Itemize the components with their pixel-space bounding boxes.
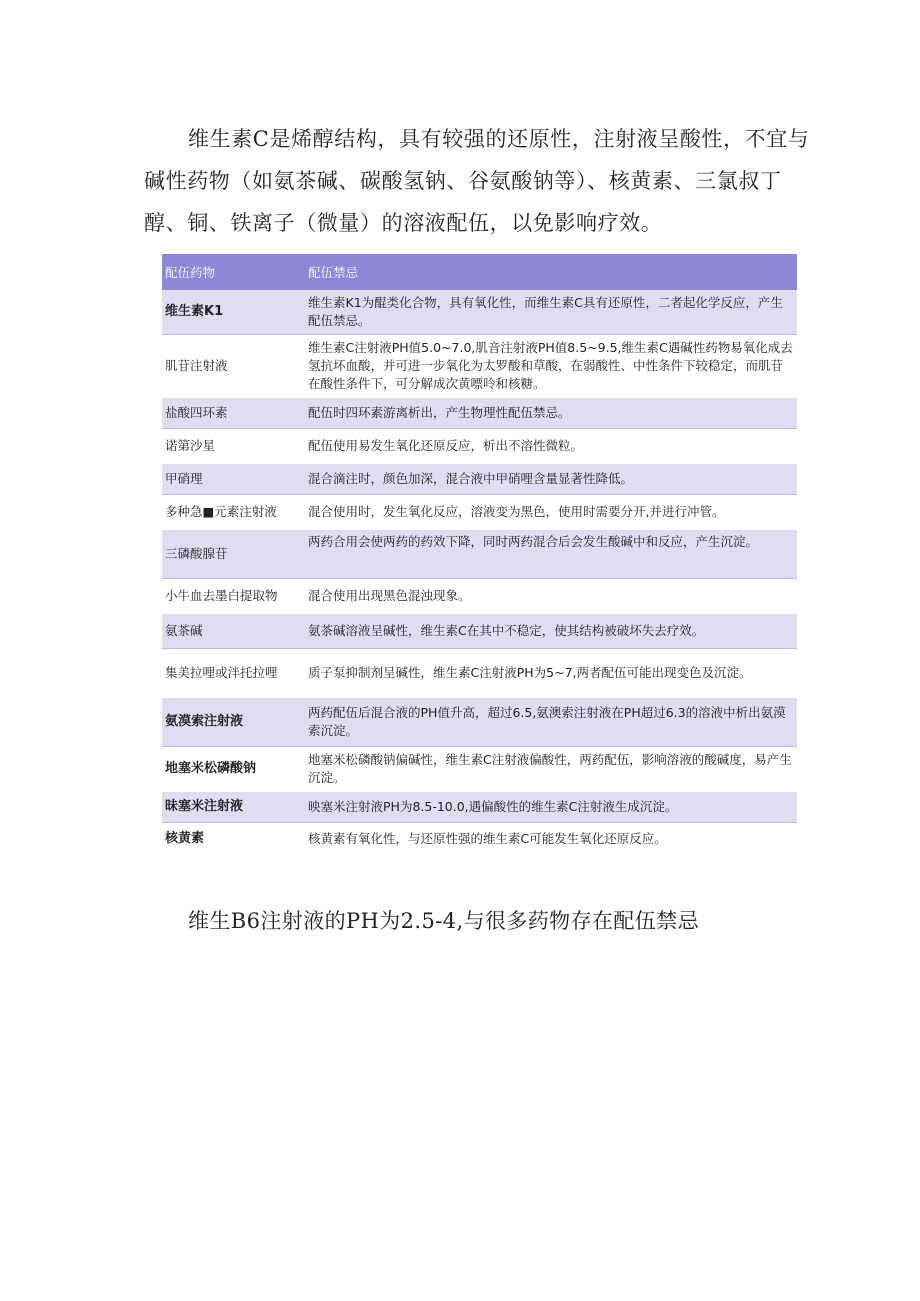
table-row [162, 578, 797, 614]
table-row [162, 290, 797, 334]
table-row [162, 398, 797, 428]
header-contraindication: 配伍禁忌 [305, 254, 797, 290]
drug-name: 多种急■元素注射液 [162, 494, 305, 530]
table-row [162, 792, 797, 822]
contraindication-note: 两药合用会使两药的药效下降，同时两药混合后会发生酸碱中和反应，产生沉淀。 [305, 530, 797, 578]
contraindication-note: 映塞米注射液PH为8.5-10.0,遇偏酸性的维生素C注射液生成沉淀。 [305, 792, 797, 822]
contraindication-note: 混合使用出现黑色混浊现象。 [305, 578, 797, 614]
table-row [162, 648, 797, 698]
drug-name: 氨茶碱 [162, 614, 305, 648]
drug-name: 甲硝理 [162, 464, 305, 494]
table-row [162, 464, 797, 494]
drug-name: 肌苷注射液 [162, 334, 305, 398]
table-row [162, 614, 797, 648]
contraindication-note: 混合使用时，发生氧化反应，溶液变为黑色，使用时需要分开,并进行冲管。 [305, 494, 797, 530]
drug-name: 地塞米松磷酸钠 [162, 746, 305, 792]
drug-name: 诺第沙星 [162, 428, 305, 464]
contraindication-note: 核黄素有氧化性，与还原性强的维生素C可能发生氧化还原反应。 [305, 822, 797, 856]
intro-paragraph: 维生素C是烯醇结构，具有较强的还原性，注射液呈酸性，不宜与碱性药物（如氨茶碱、碳酸氢钠、谷氨酸钠等）、核黄素、三氯叔丁醇、铜、铁离子（微量）的溶液配伍，以免影响疗效。 [144, 127, 810, 235]
table-row [162, 530, 797, 578]
drug-name: 维生素K1 [162, 290, 305, 334]
drug-name: 昧塞米注射液 [162, 792, 305, 822]
table-row [162, 746, 797, 792]
contraindication-note: 氨茶碱溶液呈碱性，维生素C在其中不稳定，使其结构被破坏失去疗效。 [305, 614, 797, 648]
contraindication-note: 维生素C注射液PH值5.0~7.0,肌音注射液PH值8.5~9.5,维生素C遇碱性药物易氧化成去氢抗坏血酸，并可进一步氧化为太罗酸和草酸，在弱酸性、中性条件下较稳定，而肌苷在酸性条件下，可分解成次黄嘌呤和核糖。 [305, 334, 797, 398]
table-row [162, 698, 797, 746]
drug-name: 核黄素 [162, 822, 305, 856]
contraindication-note: 质子泵抑制剂呈碱性，维生素C注射液PH为5~7,两者配伍可能出现变色及沉淀。 [305, 648, 797, 698]
drug-name: 集美拉哩或泮托拉哩 [162, 648, 305, 698]
contraindication-note: 两药配伍后混合液的PH值升高，超过6.5,氨澳索注射液在PH超过6.3的溶液中析出氨漠索沉淀。 [305, 698, 797, 746]
contraindication-note: 配伍使用易发生氧化还原反应，析出不溶性微粒。 [305, 428, 797, 464]
drug-name: 盐酸四环素 [162, 398, 305, 428]
table-header-row [162, 254, 797, 290]
contraindication-note: 混合滴注时，颜色加深，混合液中甲硝哩含量显著性降低。 [305, 464, 797, 494]
compatibility-table-container [162, 254, 797, 856]
compatibility-table [162, 254, 797, 856]
table-row [162, 334, 797, 398]
contraindication-note: 地塞米松磷酸钠偏碱性，维生素C注射液偏酸性，两药配伍，影响溶液的酸碱度，易产生沉淀。 [305, 746, 797, 792]
contraindication-note: 维生素K1为醌类化合物，具有氧化性，而维生素C具有还原性，二者起化学反应，产生配伍禁忌。 [305, 290, 797, 334]
drug-name: 小牛血去墨白提取物 [162, 578, 305, 614]
table-row [162, 494, 797, 530]
drug-name: 氨漠索注射液 [162, 698, 305, 746]
table-row [162, 822, 797, 856]
outro-paragraph: 维生B6注射液的PH为2.5-4,与很多药物存在配伍禁忌 [188, 909, 699, 933]
drug-name: 三磷酸腺苷 [162, 530, 305, 578]
header-drug: 配伍药物 [162, 254, 305, 290]
table-row [162, 428, 797, 464]
contraindication-note: 配伍时四环素游离析出，产生物理性配伍禁忌。 [305, 398, 797, 428]
